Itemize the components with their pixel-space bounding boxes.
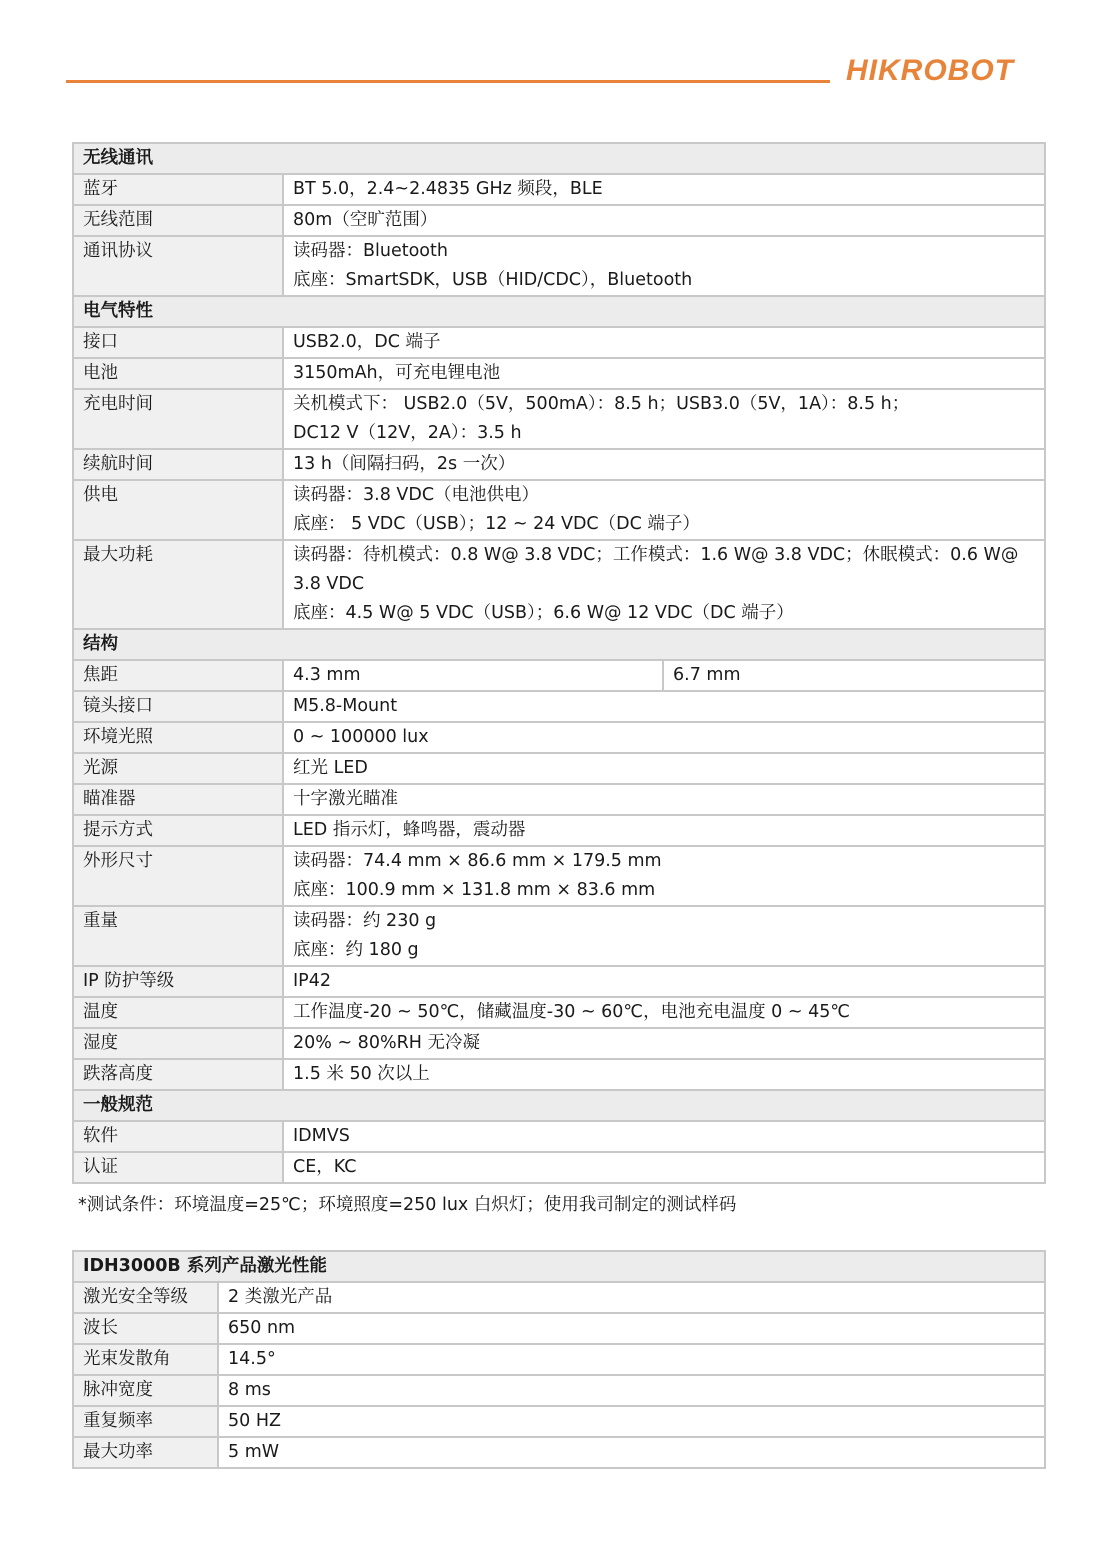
spec-label: 接口 xyxy=(73,327,283,358)
spec-value-line: 关机模式下： USB2.0（5V，500mA）：8.5 h；USB3.0（5V，1A）：8.5 h； xyxy=(293,394,910,414)
header-divider xyxy=(66,80,830,83)
spec-value-line: DC12 V（12V，2A）：3.5 h xyxy=(293,423,522,443)
spec-label: 无线范围 xyxy=(73,205,283,236)
spec-value: 5 mW xyxy=(218,1437,1045,1468)
spec-value-line: 读码器：3.8 VDC（电池供电） xyxy=(293,485,540,505)
spec-value-line: 读码器：Bluetooth xyxy=(293,241,448,261)
spec-row xyxy=(73,1313,1045,1344)
spec-row xyxy=(73,327,1045,358)
spec-row xyxy=(73,1375,1045,1406)
spec-label: 脉冲宽度 xyxy=(73,1375,218,1406)
laser-table xyxy=(72,1250,1046,1469)
spec-value: 14.5° xyxy=(218,1344,1045,1375)
spec-label: 电池 xyxy=(73,358,283,389)
spec-row xyxy=(73,1152,1045,1183)
spec-row xyxy=(73,174,1045,205)
spec-label: 激光安全等级 xyxy=(73,1282,218,1313)
spec-value: 50 HZ xyxy=(218,1406,1045,1437)
spec-row xyxy=(73,389,1045,449)
spec-label: 光源 xyxy=(73,753,283,784)
test-conditions-note: *测试条件：环境温度=25℃；环境照度=250 lux 白炽灯；使用我司制定的测试样码 xyxy=(78,1195,737,1215)
spec-label: 蓝牙 xyxy=(73,174,283,205)
spec-row xyxy=(73,1028,1045,1059)
spec-value: 6.7 mm xyxy=(663,660,1045,691)
section-title: 无线通讯 xyxy=(73,143,1045,174)
spec-label: 充电时间 xyxy=(73,389,283,449)
spec-row xyxy=(73,1344,1045,1375)
spec-row xyxy=(73,1121,1045,1152)
spec-row xyxy=(73,480,1045,540)
spec-row xyxy=(73,236,1045,296)
spec-row xyxy=(73,358,1045,389)
spec-value: 4.3 mm xyxy=(283,660,663,691)
spec-row xyxy=(73,966,1045,997)
section-header-wireless xyxy=(73,143,1045,174)
spec-row xyxy=(73,753,1045,784)
spec-label: 湿度 xyxy=(73,1028,283,1059)
spec-value xyxy=(283,480,1045,540)
spec-value: 0 ~ 100000 lux xyxy=(283,722,1045,753)
spec-label: 续航时间 xyxy=(73,449,283,480)
spec-row xyxy=(73,1282,1045,1313)
spec-value-line: 底座： 5 VDC（USB）；12 ~ 24 VDC（DC 端子） xyxy=(293,514,700,534)
section-title: 一般规范 xyxy=(73,1090,1045,1121)
spec-value: 工作温度-20 ~ 50℃，储藏温度-30 ~ 60℃，电池充电温度 0 ~ 45℃ xyxy=(283,997,1045,1028)
spec-label: 跌落高度 xyxy=(73,1059,283,1090)
spec-value: USB2.0，DC 端子 xyxy=(283,327,1045,358)
spec-row xyxy=(73,906,1045,966)
spec-row xyxy=(73,815,1045,846)
spec-value-line: 读码器：74.4 mm × 86.6 mm × 179.5 mm xyxy=(293,851,662,871)
spec-label: 最大功率 xyxy=(73,1437,218,1468)
section-header-structure xyxy=(73,629,1045,660)
section-title: 电气特性 xyxy=(73,296,1045,327)
spec-row xyxy=(73,449,1045,480)
spec-value: LED 指示灯，蜂鸣器，震动器 xyxy=(283,815,1045,846)
spec-value xyxy=(283,906,1045,966)
spec-value: IP42 xyxy=(283,966,1045,997)
spec-row xyxy=(73,997,1045,1028)
spec-value: BT 5.0，2.4~2.4835 GHz 频段，BLE xyxy=(283,174,1045,205)
spec-row xyxy=(73,1437,1045,1468)
spec-label: 瞄准器 xyxy=(73,784,283,815)
spec-row xyxy=(73,540,1045,629)
spec-row xyxy=(73,846,1045,906)
spec-value xyxy=(283,540,1045,629)
spec-label: 焦距 xyxy=(73,660,283,691)
spec-value-line: 底座：约 180 g xyxy=(293,940,419,960)
section-header-general xyxy=(73,1090,1045,1121)
spec-row xyxy=(73,691,1045,722)
section-header-laser xyxy=(73,1251,1045,1282)
spec-label: 通讯协议 xyxy=(73,236,283,296)
spec-label: 供电 xyxy=(73,480,283,540)
spec-value: 8 ms xyxy=(218,1375,1045,1406)
spec-row xyxy=(73,1059,1045,1090)
spec-label: 重量 xyxy=(73,906,283,966)
spec-label: 光束发散角 xyxy=(73,1344,218,1375)
spec-value: 20% ~ 80%RH 无冷凝 xyxy=(283,1028,1045,1059)
spec-value-line: 读码器：待机模式：0.8 W@ 3.8 VDC；工作模式：1.6 W@ 3.8 VDC；休眠模式：0.6 W@ xyxy=(293,545,1019,565)
spec-label: 波长 xyxy=(73,1313,218,1344)
spec-label: 提示方式 xyxy=(73,815,283,846)
spec-value xyxy=(283,389,1045,449)
spec-value: M5.8-Mount xyxy=(283,691,1045,722)
spec-value: 13 h（间隔扫码，2s 一次） xyxy=(283,449,1045,480)
spec-label: IP 防护等级 xyxy=(73,966,283,997)
spec-label: 认证 xyxy=(73,1152,283,1183)
spec-label: 重复频率 xyxy=(73,1406,218,1437)
spec-row xyxy=(73,722,1045,753)
spec-value-line: 底座：100.9 mm × 131.8 mm × 83.6 mm xyxy=(293,880,656,900)
spec-row xyxy=(73,205,1045,236)
spec-value: 红光 LED xyxy=(283,753,1045,784)
section-title: 结构 xyxy=(73,629,1045,660)
spec-value: 十字激光瞄准 xyxy=(283,784,1045,815)
spec-row xyxy=(73,1406,1045,1437)
section-header-electrical xyxy=(73,296,1045,327)
brand-logo: HIKROBOT xyxy=(846,54,1014,87)
spec-value: CE，KC xyxy=(283,1152,1045,1183)
spec-label: 最大功耗 xyxy=(73,540,283,629)
spec-value xyxy=(283,236,1045,296)
spec-label: 环境光照 xyxy=(73,722,283,753)
spec-value: 3150mAh，可充电锂电池 xyxy=(283,358,1045,389)
spec-value-line: 读码器：约 230 g xyxy=(293,911,437,931)
spec-value: 650 nm xyxy=(218,1313,1045,1344)
spec-value: 2 类激光产品 xyxy=(218,1282,1045,1313)
spec-value-line: 底座：4.5 W@ 5 VDC（USB）；6.6 W@ 12 VDC（DC 端子） xyxy=(293,603,794,623)
spec-label: 温度 xyxy=(73,997,283,1028)
spec-value-line: 底座：SmartSDK，USB（HID/CDC），Bluetooth xyxy=(293,270,693,290)
spec-value: IDMVS xyxy=(283,1121,1045,1152)
spec-value: 1.5 米 50 次以上 xyxy=(283,1059,1045,1090)
spec-label: 外形尺寸 xyxy=(73,846,283,906)
spec-label: 软件 xyxy=(73,1121,283,1152)
spec-label: 镜头接口 xyxy=(73,691,283,722)
spec-value: 80m（空旷范围） xyxy=(283,205,1045,236)
spec-value-line: 3.8 VDC xyxy=(293,574,365,594)
spec-row xyxy=(73,784,1045,815)
spec-table xyxy=(72,142,1046,1184)
spec-row xyxy=(73,660,1045,691)
spec-value xyxy=(283,846,1045,906)
section-title: IDH3000B 系列产品激光性能 xyxy=(73,1251,1045,1282)
